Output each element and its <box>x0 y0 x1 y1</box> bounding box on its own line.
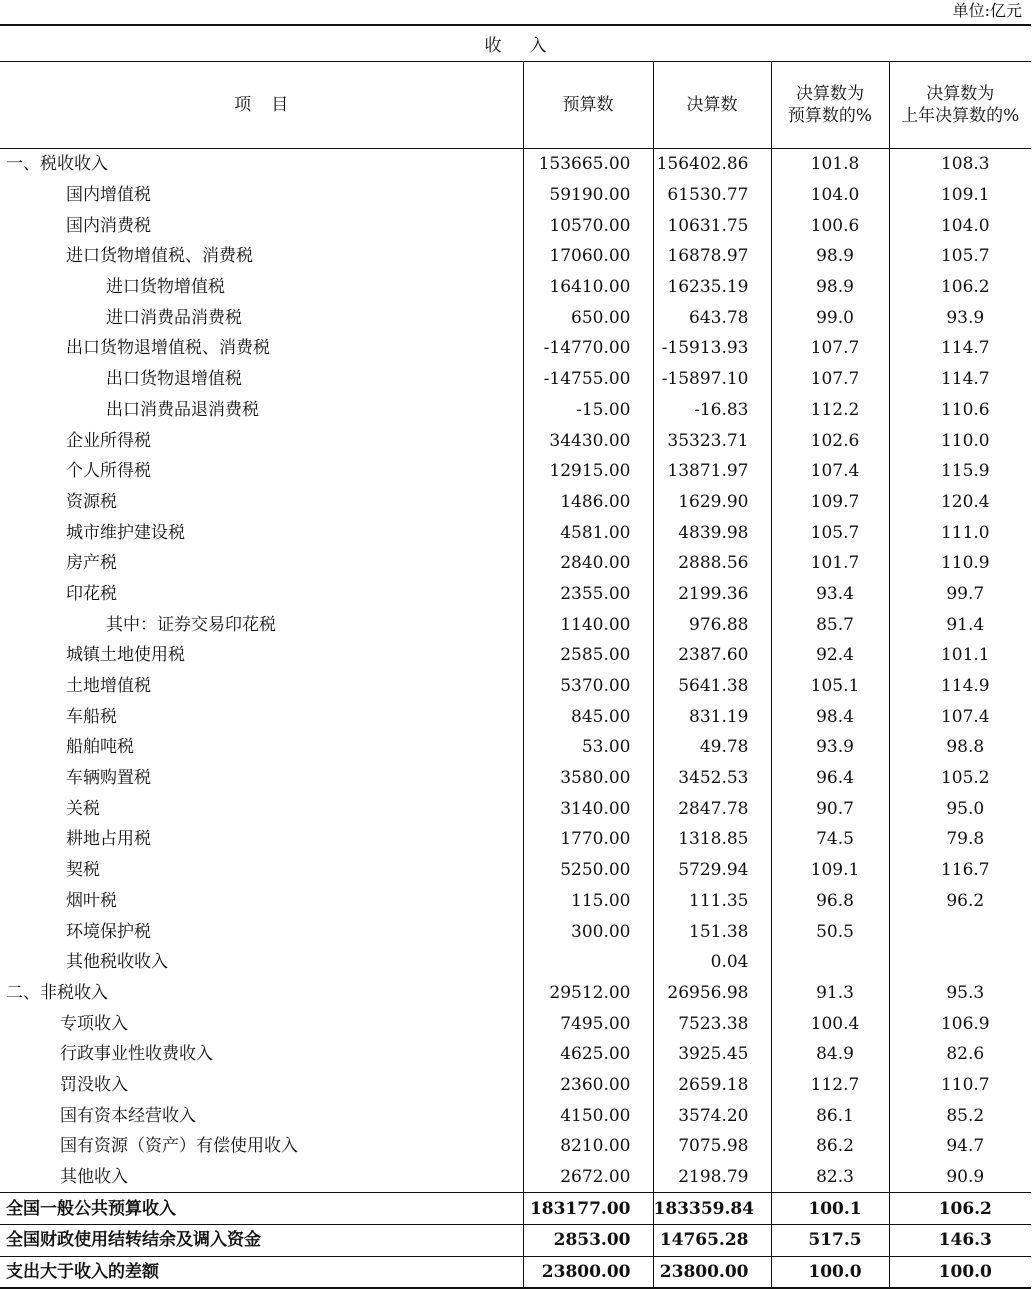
table-row <box>0 210 1031 241</box>
row-final-value: 643.78 <box>653 302 771 333</box>
unit-label: 单位:亿元 <box>952 1 1022 20</box>
row-pct-budget: 99.0 <box>771 302 889 333</box>
table-row <box>0 978 1031 1009</box>
table-row <box>0 272 1031 303</box>
row-final-value: 2888.56 <box>653 548 771 579</box>
row-final-value: 49.78 <box>653 732 771 763</box>
row-pct-prev: 94.7 <box>889 1131 1031 1162</box>
row-pct-budget: 100.6 <box>771 210 889 241</box>
row-final-value: 5729.94 <box>653 855 771 886</box>
row-budget-value: 23800.00 <box>523 1256 653 1288</box>
row-pct-budget: 102.6 <box>771 425 889 456</box>
row-budget-value: 10570.00 <box>523 210 653 241</box>
row-item-name: 二、非税收入 <box>6 982 108 1003</box>
row-budget-value: 34430.00 <box>523 425 653 456</box>
row-pct-budget: 96.4 <box>771 763 889 794</box>
row-pct-budget: 82.3 <box>771 1162 889 1193</box>
row-item-name: 土地增值税 <box>66 676 151 697</box>
row-pct-prev: 111.0 <box>889 517 1031 548</box>
table-row <box>0 395 1031 426</box>
row-pct-prev: 91.4 <box>889 609 1031 640</box>
table-row <box>0 1162 1031 1193</box>
row-pct-prev: 110.0 <box>889 425 1031 456</box>
row-pct-budget: 50.5 <box>771 916 889 947</box>
row-item-name: 进口货物增值税 <box>106 277 225 298</box>
row-final-value: 2199.36 <box>653 579 771 610</box>
row-item-name: 房产税 <box>66 553 117 574</box>
row-pct-budget <box>771 947 889 978</box>
row-pct-prev: 104.0 <box>889 210 1031 241</box>
table-row <box>0 579 1031 610</box>
row-pct-prev: 101.1 <box>889 640 1031 671</box>
row-budget-value: 2840.00 <box>523 548 653 579</box>
row-final-value: 16235.19 <box>653 272 771 303</box>
table-row <box>0 149 1031 180</box>
row-final-value: 151.38 <box>653 916 771 947</box>
revenue-table <box>0 24 1031 1289</box>
row-budget-value: 4150.00 <box>523 1100 653 1131</box>
row-final-value: 2387.60 <box>653 640 771 671</box>
row-pct-prev: 79.8 <box>889 824 1031 855</box>
row-pct-budget: 107.7 <box>771 333 889 364</box>
table-row <box>0 947 1031 978</box>
row-pct-prev: 106.2 <box>889 1193 1031 1225</box>
row-final-value: 0.04 <box>653 947 771 978</box>
table-row <box>0 671 1031 702</box>
row-budget-value: 16410.00 <box>523 272 653 303</box>
row-pct-budget: 107.4 <box>771 456 889 487</box>
row-budget-value: -14755.00 <box>523 364 653 395</box>
row-item-name: 关税 <box>66 798 100 819</box>
column-header-pct-budget-line1: 决算数为 <box>796 84 864 104</box>
row-pct-budget: 104.0 <box>771 180 889 211</box>
row-pct-budget: 98.4 <box>771 701 889 732</box>
row-item-name: 船舶吨税 <box>66 737 134 758</box>
row-pct-budget: 93.4 <box>771 579 889 610</box>
row-final-value: 23800.00 <box>653 1256 771 1288</box>
row-pct-budget: 109.1 <box>771 855 889 886</box>
row-budget-value: 12915.00 <box>523 456 653 487</box>
row-item-name: 城市维护建设税 <box>66 522 185 543</box>
table-row <box>0 456 1031 487</box>
row-item-name: 国有资源（资产）有偿使用收入 <box>60 1136 298 1157</box>
row-pct-budget: 98.9 <box>771 241 889 272</box>
row-final-value: 3574.20 <box>653 1100 771 1131</box>
row-item-name: 一、税收收入 <box>6 154 108 175</box>
table-row <box>0 333 1031 364</box>
row-item-name: 车船税 <box>66 706 117 727</box>
row-budget-value: 7495.00 <box>523 1008 653 1039</box>
row-item-name: 资源税 <box>66 491 117 512</box>
row-budget-value: 4581.00 <box>523 517 653 548</box>
row-pct-budget: 86.2 <box>771 1131 889 1162</box>
row-pct-budget: 93.9 <box>771 732 889 763</box>
row-pct-prev: 120.4 <box>889 487 1031 518</box>
section-title: 收入 <box>484 36 575 56</box>
row-pct-budget: 98.9 <box>771 272 889 303</box>
row-final-value: 2847.78 <box>653 793 771 824</box>
row-pct-prev: 116.7 <box>889 855 1031 886</box>
column-header-pct-prev-line2: 上年决算数的% <box>901 106 1020 126</box>
row-pct-budget: 100.0 <box>771 1256 889 1288</box>
row-item-name: 罚没收入 <box>60 1074 128 1095</box>
table-row <box>0 241 1031 272</box>
row-budget-value: 2355.00 <box>523 579 653 610</box>
row-final-value: 7075.98 <box>653 1131 771 1162</box>
row-pct-prev <box>889 947 1031 978</box>
row-item-name: 出口消费品退消费税 <box>106 399 259 420</box>
row-final-value: 61530.77 <box>653 180 771 211</box>
table-row <box>0 425 1031 456</box>
row-pct-budget: 100.4 <box>771 1008 889 1039</box>
column-header-item: 项目 <box>0 62 523 149</box>
row-budget-value: 1140.00 <box>523 609 653 640</box>
row-item-name: 个人所得税 <box>66 461 151 482</box>
table-row <box>0 701 1031 732</box>
row-budget-value: 650.00 <box>523 302 653 333</box>
row-budget-value: 153665.00 <box>523 149 653 180</box>
row-pct-prev: 90.9 <box>889 1162 1031 1193</box>
row-budget-value: 1770.00 <box>523 824 653 855</box>
row-budget-value: 1486.00 <box>523 487 653 518</box>
row-budget-value: 3140.00 <box>523 793 653 824</box>
table-row <box>0 609 1031 640</box>
row-pct-prev: 109.1 <box>889 180 1031 211</box>
row-item-name: 其他税收收入 <box>66 952 168 973</box>
row-final-value: 7523.38 <box>653 1008 771 1039</box>
table-row <box>0 916 1031 947</box>
row-pct-prev: 108.3 <box>889 149 1031 180</box>
row-pct-prev: 95.3 <box>889 978 1031 1009</box>
row-final-value: 4839.98 <box>653 517 771 548</box>
row-final-value: 1318.85 <box>653 824 771 855</box>
row-item-name: 环境保护税 <box>66 921 151 942</box>
row-item-name: 其他收入 <box>60 1167 128 1188</box>
row-final-value: 3925.45 <box>653 1039 771 1070</box>
row-budget-value: 5370.00 <box>523 671 653 702</box>
table-row <box>0 763 1031 794</box>
row-pct-prev: 106.9 <box>889 1008 1031 1039</box>
row-final-value: 26956.98 <box>653 978 771 1009</box>
row-item-name: 行政事业性收费收入 <box>60 1044 213 1065</box>
row-budget-value: -14770.00 <box>523 333 653 364</box>
row-pct-prev: 93.9 <box>889 302 1031 333</box>
row-item-name: 车辆购置税 <box>66 768 151 789</box>
section-band <box>0 25 1031 62</box>
row-final-value: 13871.97 <box>653 456 771 487</box>
row-budget-value: 29512.00 <box>523 978 653 1009</box>
row-final-value: 14765.28 <box>653 1225 771 1257</box>
row-pct-prev: 110.9 <box>889 548 1031 579</box>
column-header-final: 决算数 <box>653 62 771 149</box>
row-final-value: 16878.97 <box>653 241 771 272</box>
row-pct-budget: 105.7 <box>771 517 889 548</box>
row-budget-value: 2672.00 <box>523 1162 653 1193</box>
table-row <box>0 732 1031 763</box>
row-item-name: 契税 <box>66 860 100 881</box>
table-body <box>0 149 1031 1289</box>
row-item-name: 其中：证券交易印花税 <box>106 614 276 635</box>
row-pct-prev: 110.6 <box>889 395 1031 426</box>
row-final-value: 35323.71 <box>653 425 771 456</box>
row-pct-prev: 85.2 <box>889 1100 1031 1131</box>
row-budget-value: 845.00 <box>523 701 653 732</box>
row-pct-prev: 82.6 <box>889 1039 1031 1070</box>
row-final-value: 183359.84 <box>653 1193 771 1225</box>
column-header-budget: 预算数 <box>523 62 653 149</box>
row-budget-value: 2853.00 <box>523 1225 653 1257</box>
row-item-name: 企业所得税 <box>66 430 151 451</box>
row-pct-prev: 100.0 <box>889 1256 1031 1288</box>
table-row <box>0 1193 1031 1225</box>
row-pct-budget: 86.1 <box>771 1100 889 1131</box>
row-item-name: 印花税 <box>66 583 117 604</box>
column-header-row <box>0 62 1031 149</box>
row-budget-value: 183177.00 <box>523 1193 653 1225</box>
row-item-name: 支出大于收入的差额 <box>0 1256 523 1288</box>
column-header-pct-prev <box>889 62 1031 149</box>
table-row <box>0 1100 1031 1131</box>
row-pct-budget: 84.9 <box>771 1039 889 1070</box>
row-item-name: 进口货物增值税、消费税 <box>66 246 253 267</box>
row-pct-prev: 114.7 <box>889 333 1031 364</box>
row-final-value: 1629.90 <box>653 487 771 518</box>
row-final-value: 156402.86 <box>653 149 771 180</box>
row-pct-budget: 92.4 <box>771 640 889 671</box>
table-row <box>0 180 1031 211</box>
table-row <box>0 886 1031 917</box>
row-budget-value: 53.00 <box>523 732 653 763</box>
row-pct-budget: 101.7 <box>771 548 889 579</box>
row-pct-prev: 146.3 <box>889 1225 1031 1257</box>
row-pct-prev: 99.7 <box>889 579 1031 610</box>
row-pct-prev <box>889 916 1031 947</box>
row-budget-value: 5250.00 <box>523 855 653 886</box>
row-budget-value: 8210.00 <box>523 1131 653 1162</box>
row-item-name: 国内消费税 <box>66 215 151 236</box>
row-item-name: 城镇土地使用税 <box>66 645 185 666</box>
row-pct-prev: 98.8 <box>889 732 1031 763</box>
row-item-name: 烟叶税 <box>66 890 117 911</box>
row-pct-budget: 85.7 <box>771 609 889 640</box>
row-pct-prev: 115.9 <box>889 456 1031 487</box>
row-pct-prev: 95.0 <box>889 793 1031 824</box>
row-final-value: -15897.10 <box>653 364 771 395</box>
column-header-pct-prev-line1: 决算数为 <box>926 84 995 104</box>
row-item-name: 国内增值税 <box>66 185 151 206</box>
row-item-name: 耕地占用税 <box>66 829 151 850</box>
row-pct-prev: 107.4 <box>889 701 1031 732</box>
row-final-value: 2198.79 <box>653 1162 771 1193</box>
table-row <box>0 855 1031 886</box>
row-final-value: 111.35 <box>653 886 771 917</box>
row-final-value: -15913.93 <box>653 333 771 364</box>
table-row <box>0 517 1031 548</box>
row-final-value: 10631.75 <box>653 210 771 241</box>
table-row <box>0 302 1031 333</box>
row-pct-budget: 112.2 <box>771 395 889 426</box>
table-row <box>0 487 1031 518</box>
row-pct-budget: 74.5 <box>771 824 889 855</box>
row-pct-budget: 109.7 <box>771 487 889 518</box>
table-row <box>0 1008 1031 1039</box>
row-pct-prev: 105.7 <box>889 241 1031 272</box>
row-final-value: 3452.53 <box>653 763 771 794</box>
row-final-value: 5641.38 <box>653 671 771 702</box>
row-budget-value: 300.00 <box>523 916 653 947</box>
row-pct-prev: 110.7 <box>889 1070 1031 1101</box>
row-budget-value: 3580.00 <box>523 763 653 794</box>
table-row <box>0 824 1031 855</box>
table-row <box>0 793 1031 824</box>
row-item-name: 专项收入 <box>60 1013 128 1034</box>
row-pct-budget: 105.1 <box>771 671 889 702</box>
row-pct-budget: 91.3 <box>771 978 889 1009</box>
row-item-name: 出口货物退增值税 <box>106 369 242 390</box>
row-pct-prev: 114.9 <box>889 671 1031 702</box>
row-pct-budget: 517.5 <box>771 1225 889 1257</box>
column-header-pct-budget-line2: 预算数的% <box>787 106 873 126</box>
row-pct-prev: 105.2 <box>889 763 1031 794</box>
row-budget-value: -15.00 <box>523 395 653 426</box>
table-row <box>0 1131 1031 1162</box>
row-final-value: 831.19 <box>653 701 771 732</box>
row-budget-value: 2360.00 <box>523 1070 653 1101</box>
row-pct-budget: 90.7 <box>771 793 889 824</box>
table-row <box>0 364 1031 395</box>
row-item-name: 出口货物退增值税、消费税 <box>66 338 270 359</box>
row-item-name: 全国一般公共预算收入 <box>0 1193 523 1225</box>
row-final-value: 976.88 <box>653 609 771 640</box>
row-budget-value: 4625.00 <box>523 1039 653 1070</box>
row-budget-value: 2585.00 <box>523 640 653 671</box>
column-header-pct-budget <box>771 62 889 149</box>
row-final-value: -16.83 <box>653 395 771 426</box>
row-budget-value <box>523 947 653 978</box>
row-pct-budget: 96.8 <box>771 886 889 917</box>
row-pct-prev: 114.7 <box>889 364 1031 395</box>
table-row <box>0 1070 1031 1101</box>
table-row <box>0 1039 1031 1070</box>
row-pct-prev: 106.2 <box>889 272 1031 303</box>
row-item-name: 全国财政使用结转结余及调入资金 <box>0 1225 523 1257</box>
row-budget-value: 17060.00 <box>523 241 653 272</box>
row-pct-budget: 100.1 <box>771 1193 889 1225</box>
row-pct-budget: 112.7 <box>771 1070 889 1101</box>
row-pct-budget: 107.7 <box>771 364 889 395</box>
table-row <box>0 1225 1031 1257</box>
row-item-name: 国有资本经营收入 <box>60 1105 196 1126</box>
row-pct-prev: 96.2 <box>889 886 1031 917</box>
row-budget-value: 59190.00 <box>523 180 653 211</box>
table-row <box>0 548 1031 579</box>
table-row <box>0 640 1031 671</box>
row-budget-value: 115.00 <box>523 886 653 917</box>
row-pct-budget: 101.8 <box>771 149 889 180</box>
row-item-name: 进口消费品消费税 <box>106 307 242 328</box>
row-final-value: 2659.18 <box>653 1070 771 1101</box>
